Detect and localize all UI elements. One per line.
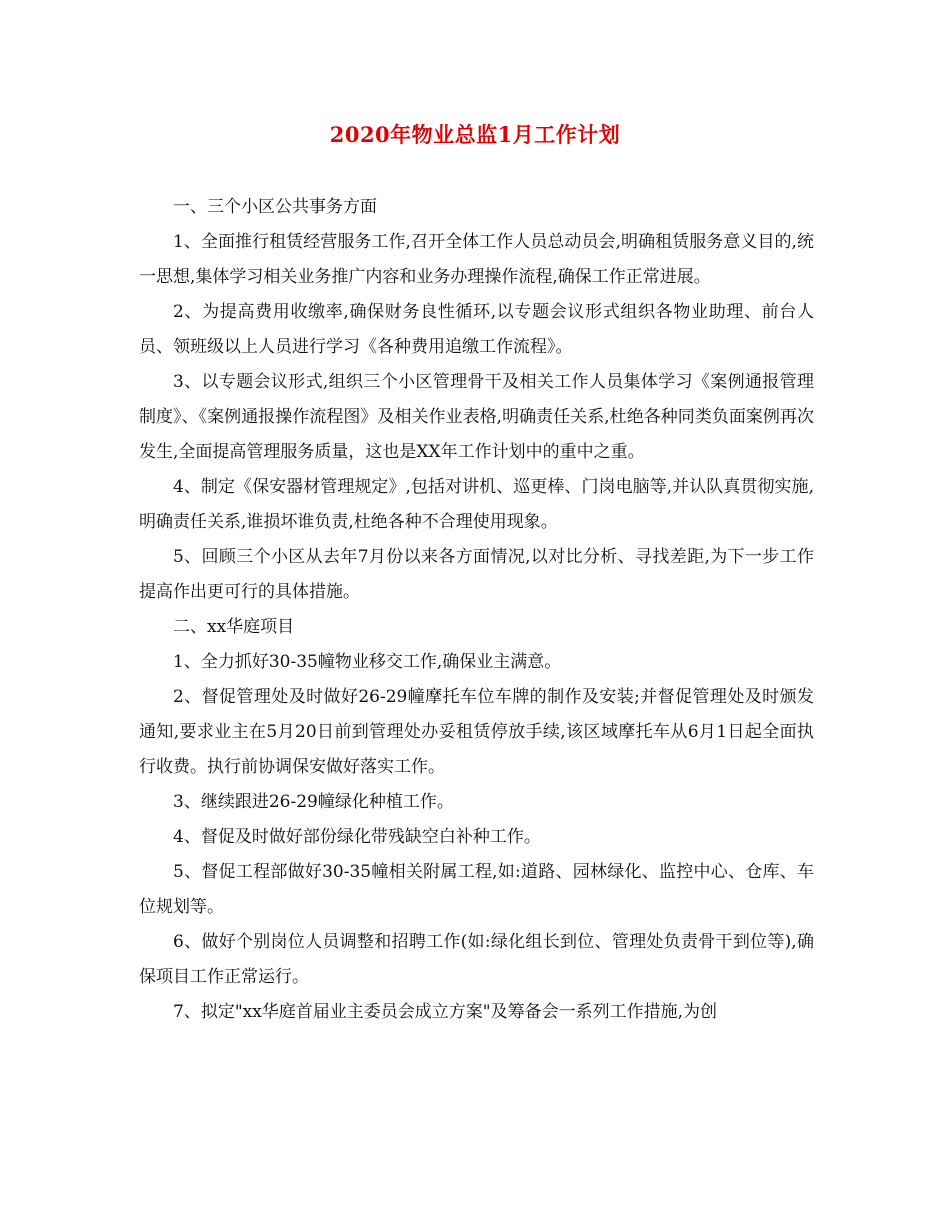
paragraph-2-6: 6、做好个别岗位人员调整和招聘工作(如:绿化组长到位、管理处负责骨干到位等),确保项目工作正常运行。: [139, 932, 814, 987]
paragraph-1-3: 3、以专题会议形式,组织三个小区管理骨干及相关工作人员集体学习《案例通报管理制度》、《案例通报操作流程图》及相关作业表格,明确责任关系,杜绝各种同类负面案例再次发生,全面提高管理服务质量，这也是XX年工作计划中的重中之重。: [139, 372, 814, 462]
paragraph-2-7: 7、拟定"xx华庭首届业主委员会成立方案"及筹备会一系列工作措施,为创: [173, 1002, 718, 1022]
paragraph-2-3: 3、继续跟进26-29幢绿化种植工作。: [173, 792, 454, 812]
paragraph-2-5: 5、督促工程部做好30-35幢相关附属工程,如:道路、园林绿化、监控中心、仓库、车位规划等。: [139, 862, 814, 917]
section-heading-2: 二、xx华庭项目: [173, 617, 295, 637]
paragraph-1-5: 5、回顾三个小区从去年7月份以来各方面情况,以对比分析、寻找差距,为下一步工作提高作出更可行的具体措施。: [139, 547, 814, 602]
paragraph-1-2: 2、为提高费用收缴率,确保财务良性循环,以专题会议形式组织各物业助理、前台人员、领班级以上人员进行学习《各种费用追缴工作流程》。: [139, 302, 814, 357]
paragraph-2-4: 4、督促及时做好部份绿化带残缺空白补种工作。: [173, 827, 541, 847]
document-title: 2020年物业总监1月工作计划: [329, 122, 621, 147]
paragraph-2-2: 2、督促管理处及时做好26-29幢摩托车位车牌的制作及安装;并督促管理处及时颁发通知,要求业主在5月20日前到管理处办妥租赁停放手续,该区域摩托车从6月1日起全面执行收费。执行前协调保安做好落实工作。: [139, 687, 814, 777]
document-body: [139, 190, 814, 1030]
section-heading-1: 一、三个小区公共事务方面: [173, 197, 377, 217]
paragraph-2-1: 1、全力抓好30-35幢物业移交工作,确保业主满意。: [173, 652, 562, 672]
paragraph-1-1: 1、全面推行租赁经营服务工作,召开全体工作人员总动员会,明确租赁服务意义目的,统一思想,集体学习相关业务推广内容和业务办理操作流程,确保工作正常进展。: [139, 232, 814, 287]
paragraph-1-4: 4、制定《保安器材管理规定》,包括对讲机、巡更棒、门岗电脑等,并认队真贯彻实施,明确责任关系,谁损坏谁负责,杜绝各种不合理使用现象。: [139, 477, 814, 532]
